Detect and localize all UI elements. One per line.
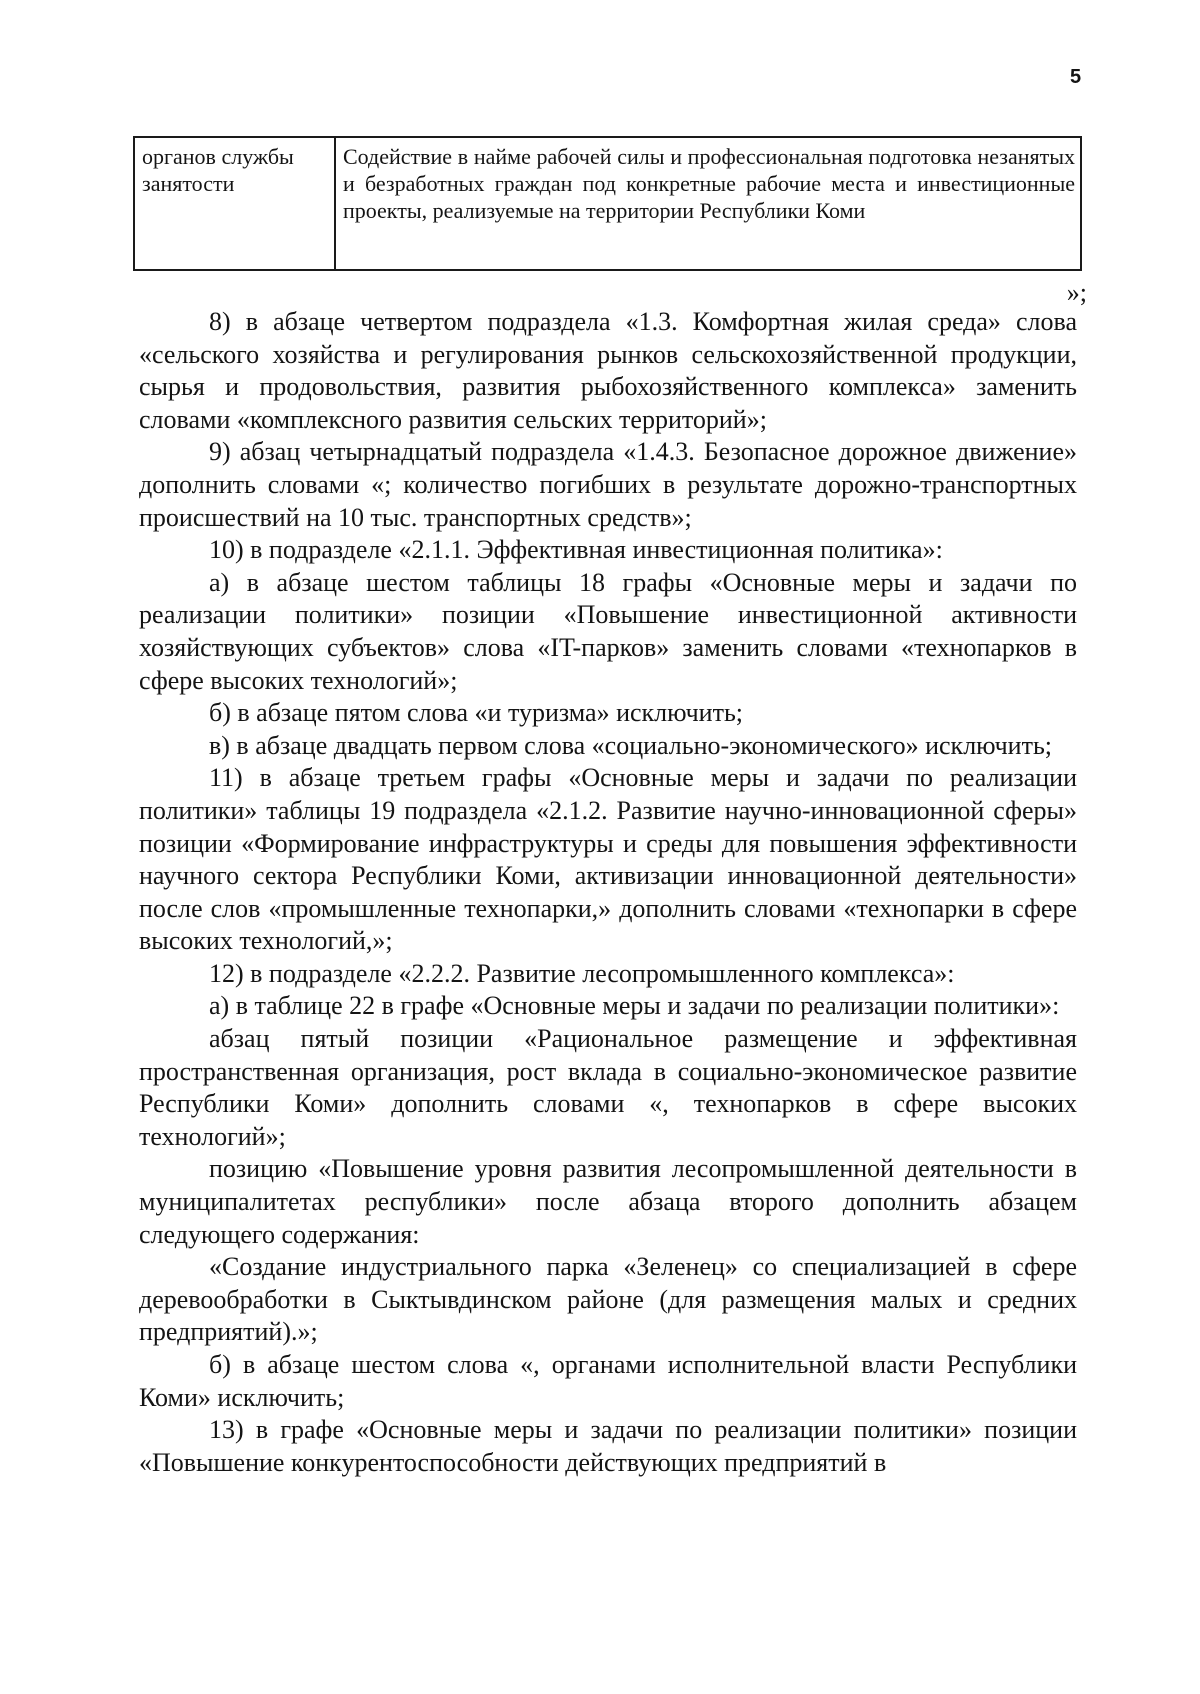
paragraph: в) в абзаце двадцать первом слова «социально-экономического» исключить; [209, 730, 1053, 760]
paragraph: позицию «Повышение уровня развития лесопромышленной деятельности в муниципалитетах республики» после абзаца второго дополнить абзацем следующего содержания: [139, 1154, 1077, 1249]
paragraph: 9) абзац четырнадцатый подраздела «1.4.3. Безопасное дорожное движение» дополнить словами «; количество погибших в результате дорожно-транспортных происшествий на 10 тыс. транспортных средств»; [139, 437, 1077, 532]
paragraph: 8) в абзаце четвертом подраздела «1.3. Комфортная жилая среда» слова «сельского хозяйства и регулирования рынков сельскохозяйственной продукции, сырья и продовольствия, развития рыбохозяйственного комплекса» заменить словами «комплексного развития сельских территорий»; [139, 307, 1077, 434]
table-row [134, 137, 1081, 270]
paragraph: 10) в подразделе «2.1.1. Эффективная инвестиционная политика»: [209, 535, 943, 565]
document-body [139, 306, 1077, 1479]
continuation-table [133, 136, 1082, 271]
paragraph: а) в абзаце шестом таблицы 18 графы «Основные меры и задачи по реализации политики» позиции «Повышение инвестиционной активности хозяйствующих субъектов» слова «IT-парков» заменить словами «технопарков в сфере высоких технологий»; [139, 567, 1077, 695]
paragraph: б) в абзаце шестом слова «, органами исполнительной власти Республики Коми» исключить; [139, 1350, 1077, 1412]
table-cell-organization: органов службы занятости [134, 137, 335, 270]
paragraph: а) в таблице 22 в графе «Основные меры и задачи по реализации политики»: [209, 991, 1060, 1021]
table-cell-measures: Содействие в найме рабочей силы и профессиональная подготовка незанятых и безработных граждан под конкретные рабочие места и инвестиционные проекты, реализуемые на территории Республики Коми [335, 137, 1081, 270]
paragraph: 13) в графе «Основные меры и задачи по реализации политики» позиции «Повышение конкурентоспособности действующих предприятий в [139, 1415, 1077, 1477]
table-closing-quote: »; [1066, 278, 1087, 307]
page-number: 5 [1070, 66, 1082, 88]
paragraph: 12) в подразделе «2.2.2. Развитие лесопромышленного комплекса»: [209, 958, 955, 988]
paragraph: б) в абзаце пятом слова «и туризма» исключить; [209, 698, 744, 728]
paragraph: 11) в абзаце третьем графы «Основные меры и задачи по реализации политики» таблицы 19 подраздела «2.1.2. Развитие научно-инновационной сферы» позиции «Формирование инфраструктуры и среды для повышения эффективности научного сектора Республики Коми, активизации инновационной деятельности» после слов «промышленные технопарки,» дополнить словами «технопарки в сфере высоких технологий,»; [139, 763, 1077, 956]
paragraph: «Создание индустриального парка «Зеленец» со специализацией в сфере деревообработки в Сыктывдинском районе (для размещения малых и средних предприятий).»; [139, 1252, 1077, 1347]
paragraph: абзац пятый позиции «Рациональное размещение и эффективная пространственная организация, рост вклада в социально-экономическое развитие Республики Коми» дополнить словами «, технопарков в сфере высоких технологий»; [139, 1024, 1077, 1151]
